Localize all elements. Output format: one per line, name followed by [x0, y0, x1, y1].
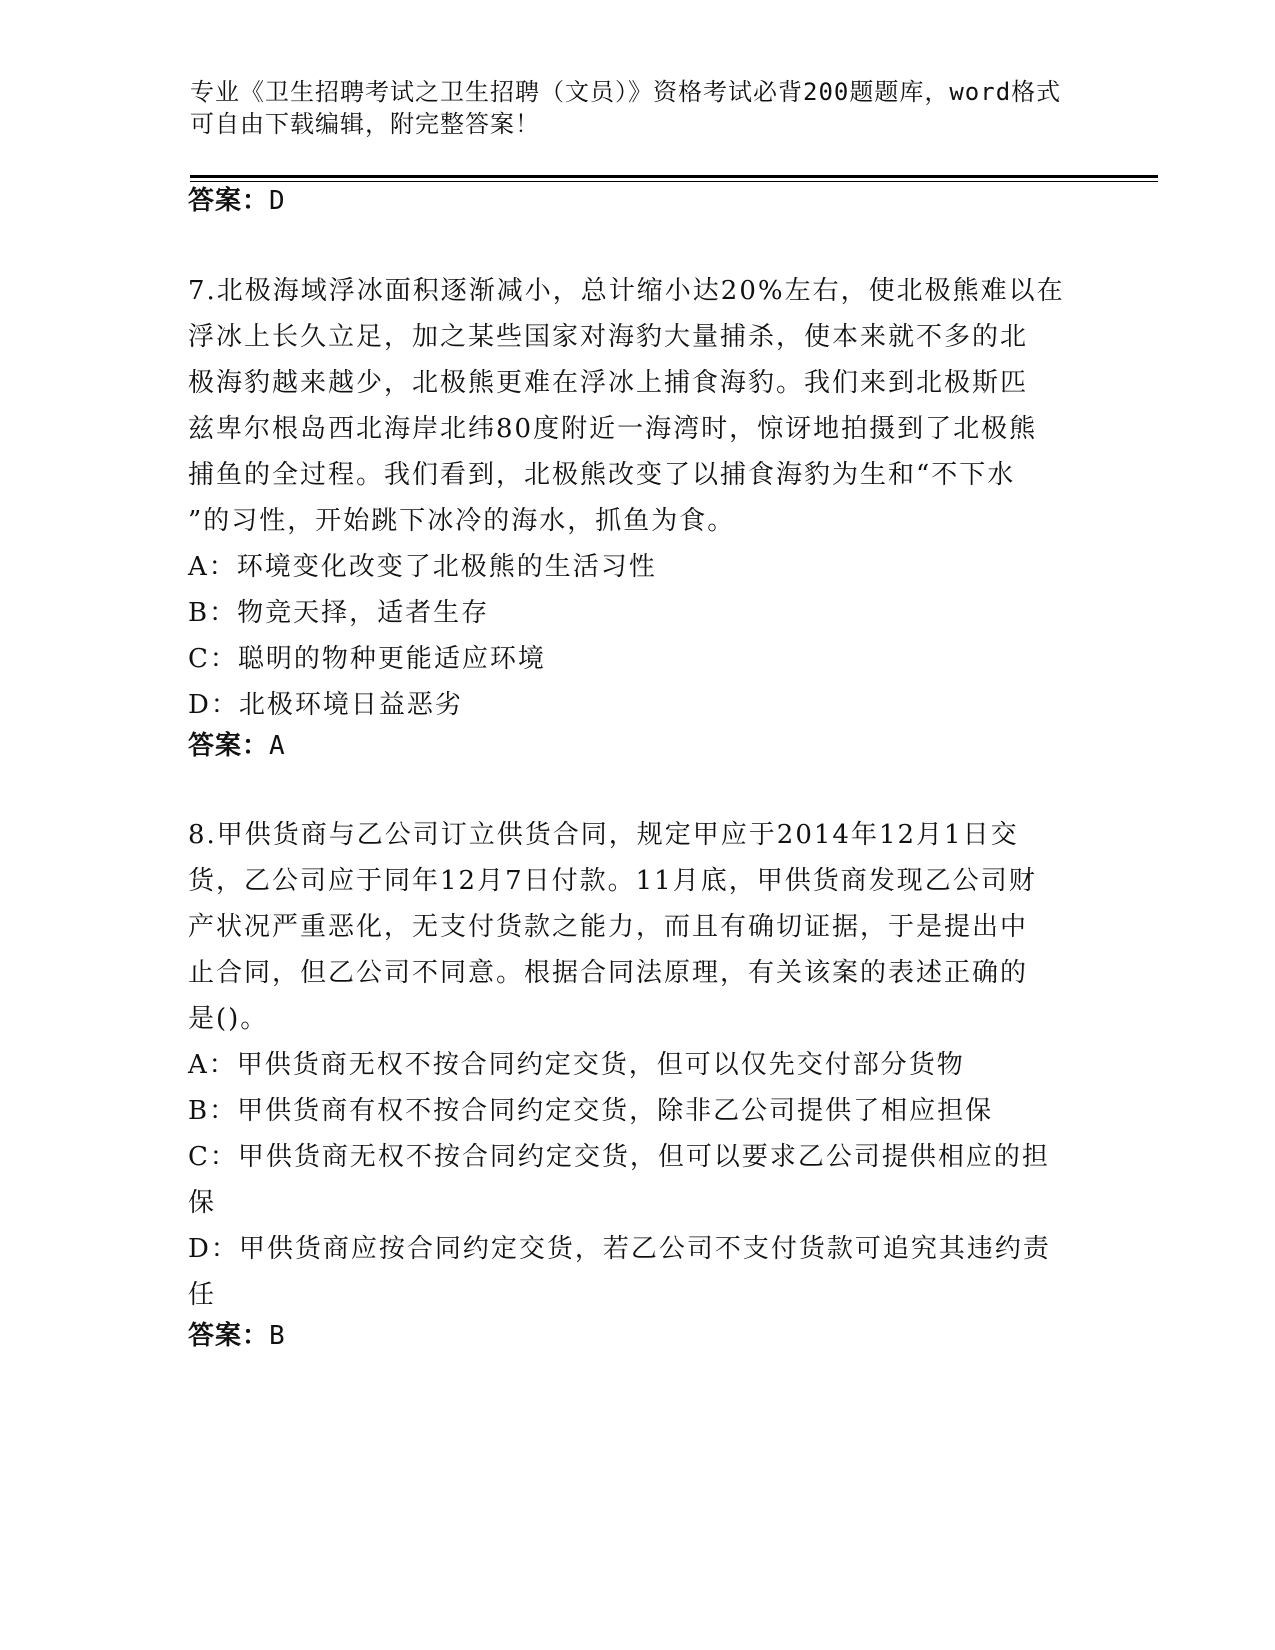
option-a: A：甲供货商无权不按合同约定交货，但可以仅先交付部分货物: [188, 1050, 965, 1080]
answer-value: D: [269, 186, 286, 216]
option-d-continued: 任: [188, 1280, 217, 1310]
previous-answer: [188, 183, 286, 219]
question-line: 兹卑尔根岛西北海岸北纬80度附近一海湾时，惊讶地拍摄到了北极熊: [188, 414, 1038, 444]
header-line: 可自由下载编辑，附完整答案！: [190, 110, 540, 138]
option-d: D：北极环境日益恶劣: [188, 690, 463, 720]
question-line: 8.甲供货商与乙公司订立供货合同，规定甲应于2014年12月1日交: [188, 820, 1019, 850]
header-rule-thick: [190, 175, 1158, 178]
answer-label: 答案：: [188, 1321, 270, 1351]
option-c: C：甲供货商无权不按合同约定交货，但可以要求乙公司提供相应的担: [188, 1142, 1050, 1172]
answer-value: A: [269, 731, 286, 761]
option-c: C：聪明的物种更能适应环境: [188, 644, 546, 674]
question-line: 7.北极海域浮冰面积逐渐减小，总计缩小达20%左右，使北极熊难以在: [188, 276, 1065, 306]
question-line: ”的习性，开始跳下冰冷的海水，抓鱼为食。: [188, 506, 736, 536]
question-line: 止合同，但乙公司不同意。根据合同法原理，有关该案的表述正确的: [188, 958, 1029, 988]
option-a: A：环境变化改变了北极熊的生活习性: [188, 552, 657, 582]
question-8-answer: [188, 1318, 286, 1354]
header-rule-thin: [190, 181, 1158, 182]
option-d: D：甲供货商应按合同约定交货，若乙公司不支付货款可追究其违约责: [188, 1234, 1051, 1264]
question-7-answer: [188, 728, 286, 764]
header-line: 专业《卫生招聘考试之卫生招聘（文员）》资格考试必背200题题库，word格式: [190, 78, 1062, 106]
question-line: 极海豹越来越少，北极熊更难在浮冰上捕食海豹。我们来到北极斯匹: [188, 368, 1029, 398]
question-8-stem: [188, 812, 1088, 1042]
question-line: 产状况严重恶化，无支付货款之能力，而且有确切证据，于是提出中: [188, 912, 1029, 942]
question-8-options: [188, 1042, 1088, 1318]
option-b: B：物竞天择，适者生存: [188, 598, 490, 628]
option-c-continued: 保: [188, 1188, 217, 1218]
question-line: 捕鱼的全过程。我们看到，北极熊改变了以捕食海豹为生和“不下水: [188, 460, 1016, 490]
option-b: B：甲供货商有权不按合同约定交货，除非乙公司提供了相应担保: [188, 1096, 994, 1126]
document-header: [190, 76, 1090, 140]
question-line: 货，乙公司应于同年12月7日付款。11月底，甲供货商发现乙公司财: [188, 866, 1037, 896]
answer-label: 答案：: [188, 186, 270, 216]
answer-value: B: [269, 1321, 286, 1351]
question-line: 是()。: [188, 1004, 269, 1034]
question-line: 浮冰上长久立足，加之某些国家对海豹大量捕杀，使本来就不多的北: [188, 322, 1029, 352]
answer-label: 答案：: [188, 731, 270, 761]
question-7-stem: [188, 268, 1088, 544]
question-7-options: [188, 544, 1088, 728]
